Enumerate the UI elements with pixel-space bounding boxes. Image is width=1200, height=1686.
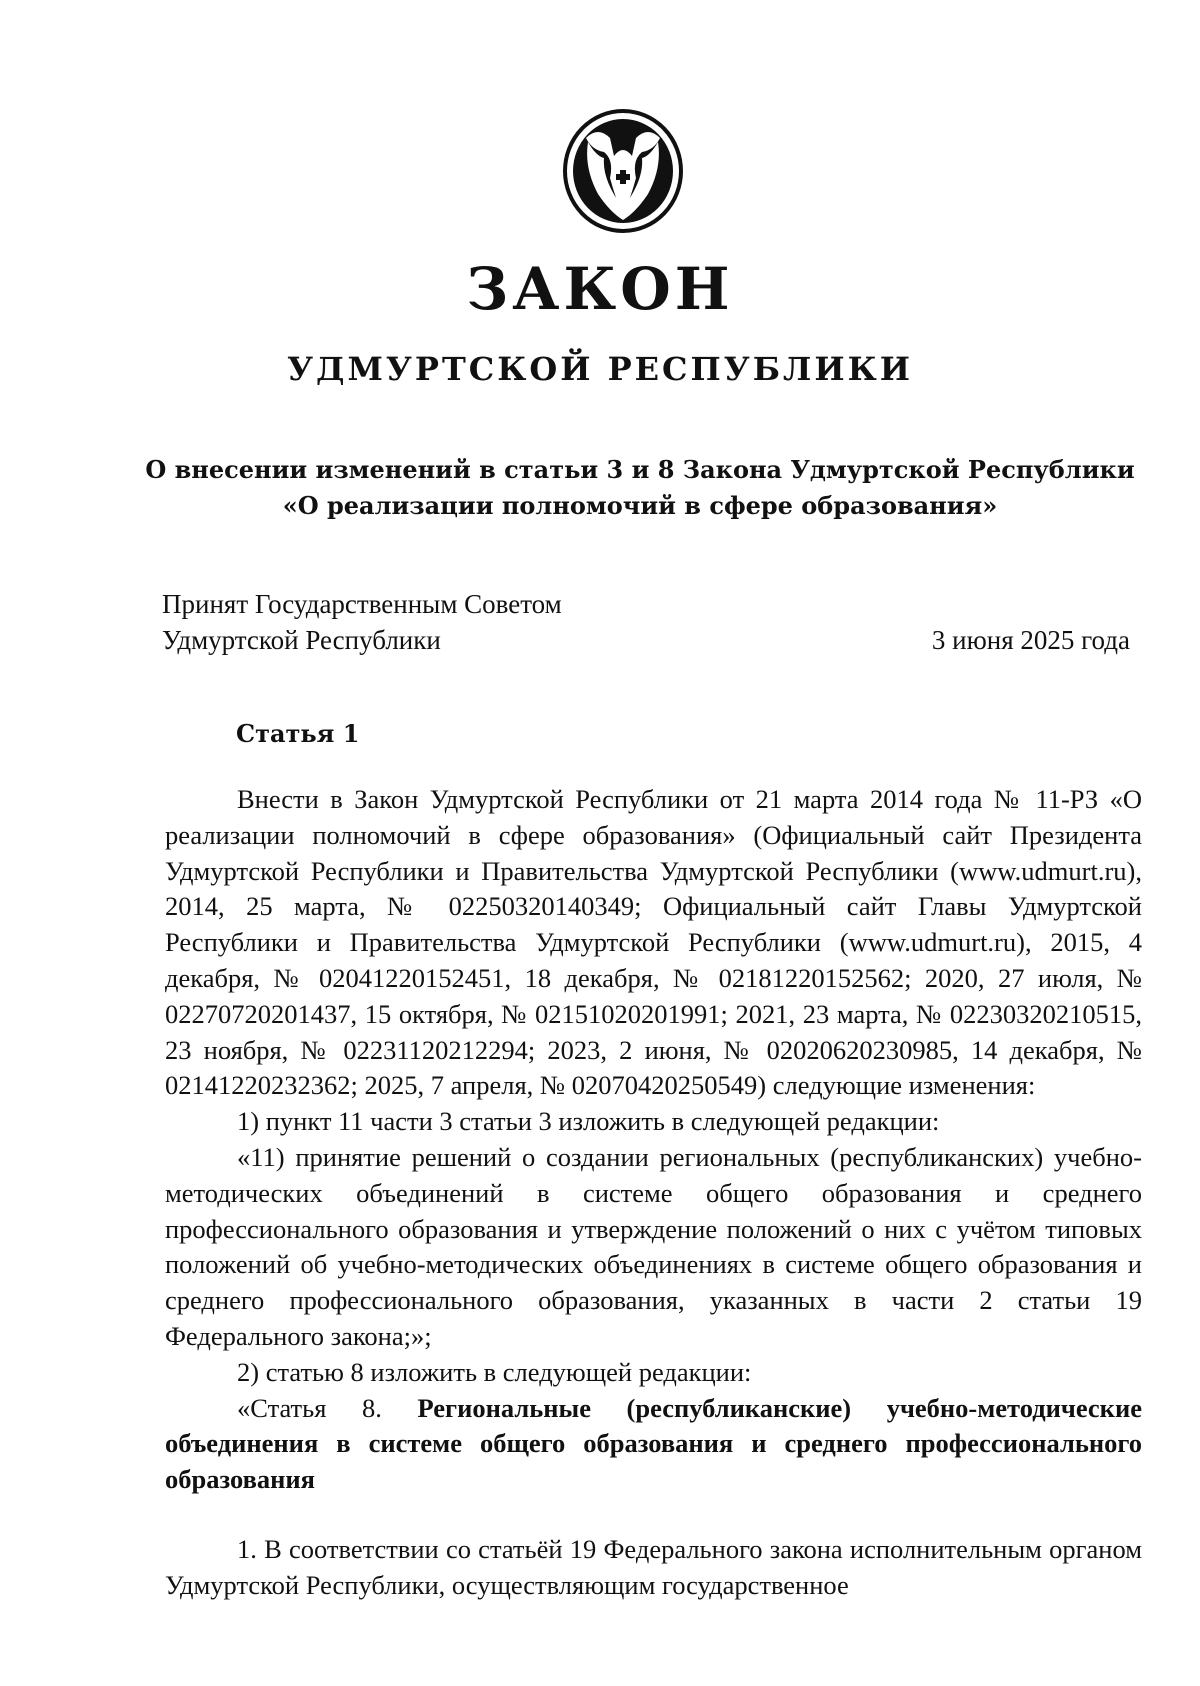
law-heading-line-1: О внесении изменений в статьи 3 и 8 Закона Удмуртской Республики xyxy=(145,455,1135,484)
document-subtitle: УДМУРТСКОЙ РЕСПУБЛИКИ xyxy=(287,350,913,388)
law-heading-line-2: «О реализации полномочий в сфере образования» xyxy=(282,491,998,520)
article-8-title: Региональные (республиканские) учебно-методические объединения в системе общего образования и среднего профессионального образования xyxy=(165,1392,1142,1495)
document-title: ЗАКОН xyxy=(466,255,734,323)
article-1-item-1: 1) пункт 11 части 3 статьи 3 изложить в следующей редакции: xyxy=(237,1106,940,1137)
adoption-block xyxy=(162,586,562,658)
law-heading xyxy=(120,452,1160,524)
article-1-item-2: 2) статью 8 изложить в следующей редакции: xyxy=(237,1356,752,1387)
article-1-title: Статья 1 xyxy=(236,719,360,748)
adoption-line-2: Удмуртской Республики xyxy=(162,625,441,655)
adoption-line-1: Принят Государственным Советом xyxy=(162,589,562,619)
article-1-intro: Внести в Закон Удмуртской Республики от 21 марта 2014 года № 11-РЗ «О реализации полномочий в сфере образования» (Официальный сайт Президента Удмуртской Республики и Правительства Удмуртской Республики (www.udmurt.ru), 2014, 25 марта, № 02250320140349; Официальный сайт Главы Удмуртской Республики и Правительства Удмуртской Республики (www.udmurt.ru), 2015, 4 декабря, № 02041220152451, 18 декабря, № 02181220152562; 2020, 27 июля, № 02270720201437, 15 октября, № 02151020201991; 2021, 23 марта, № 02230320210515, 23 ноября, № 02231120212294; 2023, 2 июня, № 02020620230985, 14 декабря, № 02141220232362; 2025, 7 апреля, № 02070420250549) следующие изменения: xyxy=(165,784,1142,1101)
coat-of-arms-icon xyxy=(558,108,688,234)
article-8-paragraph-1: 1. В соответствии со статьёй 19 Федерального закона исполнительным органом Удмуртской Республики, осуществляющим государственное xyxy=(165,1533,1142,1600)
article-8-heading xyxy=(165,1391,1142,1498)
article-1-item-1-text: «11) принятие решений о создании региональных (республиканских) учебно-методических объединений в системе общего образования и среднего профессионального образования и утверждение положений о них с учётом типовых положений об учебно-методических объединениях в системе общего образования и среднего профессионального образования, указанных в части 2 статьи 19 Федерального закона;»; xyxy=(165,1141,1142,1351)
adoption-date: 3 июня 2025 года xyxy=(931,625,1130,655)
article-1-body xyxy=(165,782,1142,1604)
article-8-prefix: «Статья 8. xyxy=(237,1392,418,1423)
